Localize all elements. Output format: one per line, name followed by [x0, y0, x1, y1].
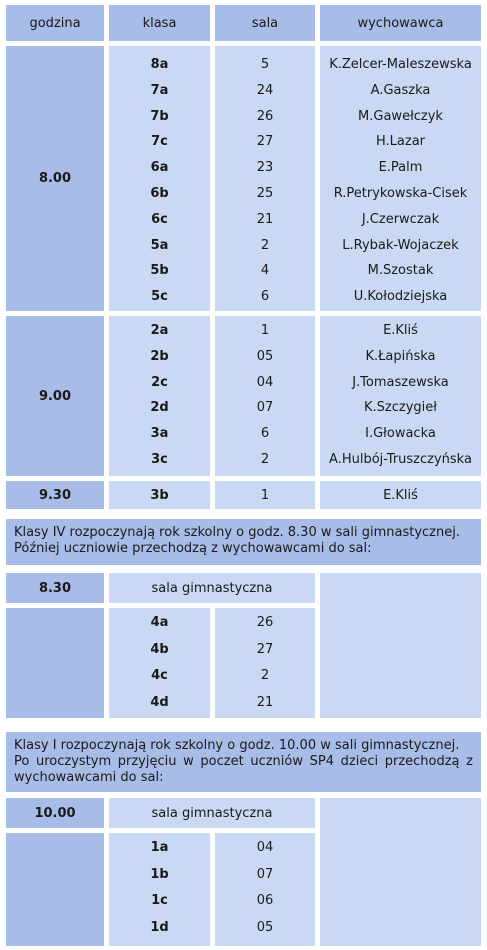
group1-klasa-cell: 5c: [151, 289, 168, 305]
group1-klasa-cell: 6b: [150, 186, 169, 201]
group2-sala-cell: 05: [256, 348, 274, 364]
group4-sala-cell: 27: [256, 641, 274, 657]
group2-sala-cell: 07: [256, 400, 274, 416]
group4-klasa-cell: 4d: [150, 694, 169, 710]
note2-line2: Po uroczystym przyjęciu w poczet uczniów SP4 dzieci przechodzą z wychowawcami do sal:: [14, 754, 473, 785]
group1-sala-cell: 21: [256, 211, 274, 227]
group5-klasa-cell: 1c: [151, 893, 168, 908]
group4-wych-column: [320, 573, 481, 718]
group2-klasa-cell: 2b: [150, 348, 169, 364]
group4-place: sala gimnastyczna: [109, 573, 315, 603]
group1-sala-cell: 27: [256, 134, 274, 150]
group2-klasa-cell: 2a: [150, 323, 169, 338]
group1-sala-cell: 24: [256, 82, 274, 98]
group1-sala-cell: 25: [256, 186, 274, 201]
group5-klasa-cell: 1b: [150, 866, 169, 882]
group4-sala-cell: 26: [256, 615, 274, 630]
group5-klasa-cell: 1a: [150, 840, 169, 855]
note-klasy-i: [6, 732, 481, 792]
group1-klasa-cell: 6c: [151, 211, 168, 227]
group4-sala-cell: 2: [260, 668, 270, 683]
group2-sala-cell: 2: [260, 452, 270, 467]
group1-sala-cell: 23: [256, 160, 274, 176]
group5-place: sala gimnastyczna: [109, 798, 315, 828]
group1-klasa-cell: 5a: [150, 237, 169, 253]
time-8-00: 8.00: [6, 46, 104, 311]
group5-wych-column: [320, 798, 481, 946]
group1-sala-cell: 5: [260, 57, 270, 72]
group1-klasa-cell: 7a: [150, 82, 169, 98]
group1-klasa-cell: 5b: [150, 263, 169, 279]
header-klasa: klasa: [109, 5, 210, 41]
group5-klasa-cell: 1d: [150, 919, 169, 935]
note1-line2: Później uczniowie przechodzą z wychowawcami do sal:: [14, 541, 372, 556]
group3-wychowawca: E.Kliś: [320, 481, 481, 509]
group2-wych-cell: K.Szczygieł: [364, 400, 437, 416]
note-klasy-iv: [6, 519, 481, 565]
group2-wych-cell: A.Hulbój-Truszczyńska: [329, 452, 472, 467]
group2-wych-cell: E.Kliś: [383, 323, 418, 338]
note2-line1: Klasy I rozpoczynają rok szkolny o godz. 10.00 w sali gimnastycznej.: [14, 738, 460, 753]
header-godzina: godzina: [6, 5, 104, 41]
group4-time-column: [6, 608, 104, 718]
group4-klasa-cell: 4b: [150, 641, 169, 657]
group3-klasa: 3b: [109, 481, 210, 509]
group1-wych-cell: L.Rybak-Wojaczek: [342, 237, 459, 253]
group1-wych-cell: E.Palm: [378, 160, 423, 176]
header-wychowawca: wychowawca: [320, 5, 481, 41]
group1-wych-cell: K.Zelcer-Maleszewska: [329, 57, 472, 72]
group1-wych-cell: A.Gaszka: [370, 82, 431, 98]
group4-klasa-cell: 4a: [150, 615, 169, 630]
group5-sala-cell: 07: [256, 866, 274, 882]
group3-sala: 1: [215, 481, 315, 509]
group1-wych-cell: U.Kołodziejska: [353, 289, 448, 305]
group1-klasa-cell: 7c: [151, 134, 168, 150]
group1-sala-cell: 4: [260, 263, 270, 279]
group2-klasa-cell: 3a: [150, 426, 169, 442]
group1-wych-cell: M.Szostak: [367, 263, 434, 279]
group1-sala-cell: 26: [256, 108, 274, 124]
group1-klasa-cell: 8a: [150, 57, 169, 72]
group5-sala-cell: 06: [256, 893, 274, 908]
group2-wych-cell: K.Łapińska: [365, 348, 436, 364]
group4-sala-cell: 21: [256, 694, 274, 710]
group5-sala-cell: 05: [256, 919, 274, 935]
group2-sala-cell: 1: [260, 323, 270, 338]
group2-klasa-cell: 2c: [151, 374, 168, 390]
time-8-30: 8.30: [6, 573, 104, 603]
time-9-30: 9.30: [6, 481, 104, 509]
group2-wych-cell: J.Tomaszewska: [352, 374, 449, 390]
note1-line1: Klasy IV rozpoczynają rok szkolny o godz. 8.30 w sali gimnastycznej.: [14, 525, 460, 540]
group1-wych-cell: R.Petrykowska-Cisek: [333, 186, 468, 201]
group1-klasa-cell: 6a: [150, 160, 169, 176]
group1-sala-cell: 2: [260, 237, 270, 253]
group1-klasa-cell: 7b: [150, 108, 169, 124]
group5-time-column: [6, 833, 104, 946]
header-sala: sala: [215, 5, 315, 41]
group1-wych-cell: M.Gawełczyk: [358, 108, 443, 124]
group2-wych-cell: I.Głowacka: [365, 426, 436, 442]
time-10-00: 10.00: [6, 798, 104, 828]
group2-sala-cell: 04: [256, 374, 274, 390]
group2-sala-cell: 6: [260, 426, 270, 442]
group1-sala-cell: 6: [260, 289, 270, 305]
group1-wych-cell: J.Czerwczak: [361, 211, 440, 227]
group1-wych-cell: H.Lazar: [375, 134, 426, 150]
group5-sala-cell: 04: [256, 840, 274, 855]
group2-klasa-cell: 2d: [150, 400, 169, 416]
group4-klasa-cell: 4c: [151, 668, 168, 683]
group2-klasa-cell: 3c: [151, 452, 168, 467]
time-9-00: 9.00: [6, 316, 104, 476]
